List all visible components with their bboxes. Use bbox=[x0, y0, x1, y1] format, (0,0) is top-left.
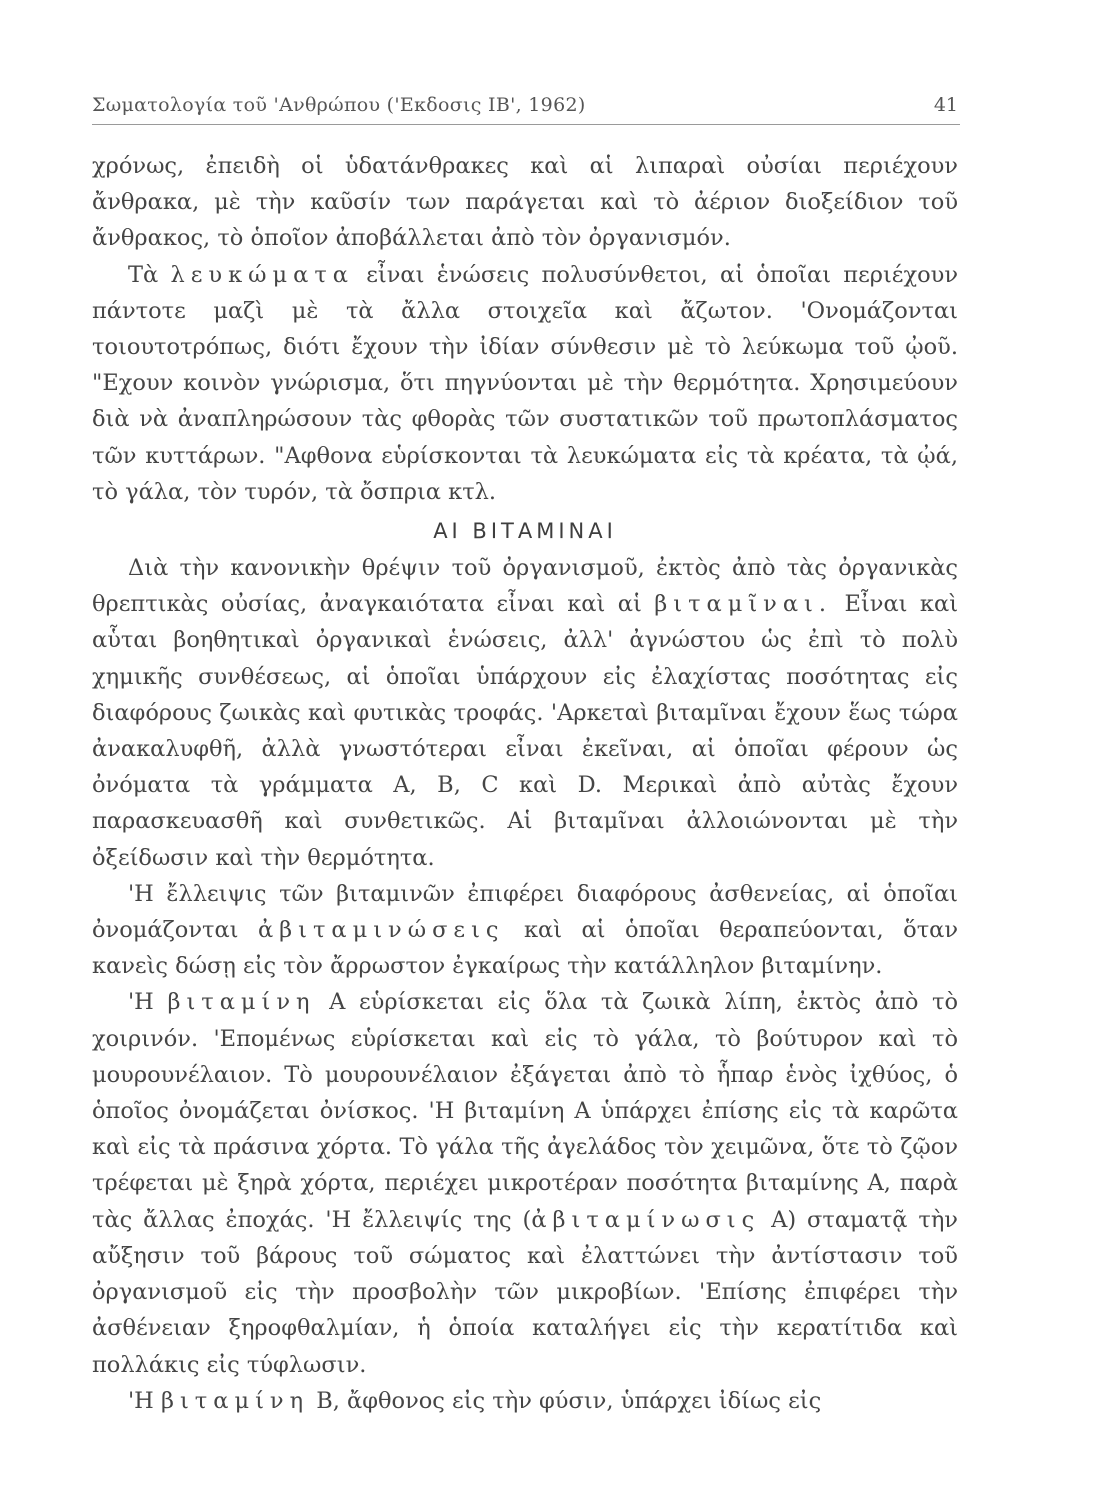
p4-rest: καὶ αἱ ὁποῖαι θεραπεύονται, ὅταν κανεὶς δώσῃ εἰς τὸν ἄρρωστον ἐγκαίρως τὴν κατάλληλον βιταμίνην. bbox=[92, 917, 959, 980]
paragraph-4 bbox=[92, 876, 958, 985]
header-title: Σωματολογία τοῦ 'Ανθρώπου ('Εκδοσις ΙΒ', 1962) bbox=[92, 94, 586, 116]
page-number: 41 bbox=[933, 94, 958, 116]
term-leukomata: λευκώματα bbox=[170, 261, 354, 288]
paragraph-5 bbox=[92, 984, 958, 1382]
p2-rest: εἶναι ἑνώσεις πολυσύνθετοι, αἱ ὁποῖαι περιέχουν πάντοτε μαζὶ μὲ τὰ ἄλλα στοιχεῖα καὶ ἄζωτον. 'Ονομάζονται τοιουτοτρόπως, διότι ἔχουν τὴν ἰδίαν σύνθεσιν μὲ τὸ λεύκωμα τοῦ ᾠοῦ. "Εχουν κοινὸν γνώρισμα, ὅτι πηγνύονται μὲ τὴν θερμότητα. Χρησιμεύουν διὰ νὰ ἀναπληρώσουν τὰς φθορὰς τῶν συστατικῶν τοῦ πρωτοπλάσματος τῶν κυττάρων. "Αφθονα εὑρίσκονται τὰ λευκώματα εἰς τὰ κρέατα, τὰ ᾠά, τὸ γάλα, τὸν τυρόν, τὰ ὄσπρια κτλ. bbox=[92, 261, 958, 505]
term-vitaminai: βιταμῖναι. bbox=[654, 591, 833, 618]
term-vitamini-b: βιταμίνη bbox=[160, 1387, 310, 1414]
p2-lead: Τὰ bbox=[128, 261, 159, 288]
paragraph-6 bbox=[92, 1383, 958, 1419]
running-header bbox=[92, 84, 960, 125]
p3-lead: Διὰ τὴν κανονικὴν θρέψιν τοῦ ὀργανισμοῦ, ἐκτὸς ἀπὸ τὰς ὀργανικὰς θρεπτικὰς οὐσίας, ἀναγκαιότατα εἶναι καὶ αἱ bbox=[92, 555, 958, 618]
body-text bbox=[92, 148, 958, 1419]
p5-rest-b: Α) σταματᾷ τὴν αὔξησιν τοῦ βάρους τοῦ σώματος καὶ ἐλαττώνει τὴν ἀντίστασιν τοῦ ὀργανισμοῦ εἰς τὴν προσβολὴν τῶν μικροβίων. 'Επίσης ἐπιφέρει τὴν ἀσθένειαν ξηροφθαλμίαν, ἡ ὁποία καταλήγει εἰς τὴν κερατίτιδα καὶ πολλάκις εἰς τύφλωσιν. bbox=[92, 1206, 958, 1378]
term-avitaminosis: ἀβιταμίνωσις bbox=[531, 1206, 761, 1233]
p6-rest: Β, ἄφθονος εἰς τὴν φύσιν, ὑπάρχει ἰδίως εἰς bbox=[316, 1387, 822, 1414]
paragraph-1: χρόνως, ἐπειδὴ οἱ ὑδατάνθρακες καὶ αἱ λιπαραὶ οὐσίαι περιέχουν ἄνθρακα, μὲ τὴν καῦσίν των παράγεται καὶ τὸ ἀέριον διοξείδιον τοῦ ἄνθρακος, τὸ ὁποῖον ἀποβάλλεται ἀπὸ τὸν ὀργανισμόν. bbox=[92, 153, 958, 252]
term-avitaminoseis: ἀβιταμινώσεις bbox=[257, 917, 505, 944]
paragraph-3 bbox=[92, 550, 958, 876]
p4-lead: 'Η ἔλλειψις τῶν βιταμινῶν ἐπιφέρει διαφόρους ἀσθενείας, αἱ ὁποῖαι ὀνομάζονται bbox=[92, 880, 958, 944]
paragraph-2 bbox=[92, 257, 958, 510]
p5-lead: 'Η bbox=[128, 989, 154, 1016]
p5-rest-a: Α εὑρίσκεται εἰς ὅλα τὰ ζωικὰ λίπη, ἐκτὸς ἀπὸ τὸ χοιρινόν. 'Επομένως εὑρίσκεται καὶ εἰς τὸ γάλα, τὸ βούτυρον καὶ τὸ μουρουνέλαιον. Τὸ μουρουνέλαιον ἐξάγεται ἀπὸ τὸ ἧπαρ ἑνὸς ἰχθύος, ὁ ὁποῖος ὀνομάζεται ὀνίσκος. 'Η βιταμίνη Α ὑπάρχει ἐπίσης εἰς τὰ καρῶτα καὶ εἰς τὰ πράσινα χόρτα. Τὸ γάλα τῆς ἀγελάδος τὸν χειμῶνα, ὅτε τὸ ζῷον τρέφεται μὲ ξηρὰ χόρτα, περιέχει μικροτέραν ποσότητα βιταμίνης Α, παρὰ τὰς ἄλλας ἐποχάς. 'Η ἔλλειψίς της ( bbox=[92, 989, 958, 1233]
p3-rest: Εἶναι καὶ αὗται βοηθητικαὶ ὀργανικαὶ ἑνώσεις, ἀλλ' ἀγνώστου ὡς ἐπὶ τὸ πολὺ χημικῆς συνθέσεως, αἱ ὁποῖαι ὑπάρχουν εἰς ἐλαχίστας ποσότητας εἰς διαφόρους ζωικὰς καὶ φυτικὰς τροφάς. 'Αρκεταὶ βιταμῖναι ἔχουν ἕως τώρα ἀνακαλυφθῆ, ἀλλὰ γνωστότεραι εἶναι ἐκεῖναι, αἱ ὁποῖαι φέρουν ὡς ὀνόματα τὰ γράμματα Α, Β, C καὶ D. Μερικαὶ ἀπὸ αὐτὰς ἔχουν παρασκευασθῆ καὶ συνθετικῶς. Αἱ βιταμῖναι ἀλλοιώνονται μὲ τὴν ὀξείδωσιν καὶ τὴν θερμότητα. bbox=[92, 591, 959, 871]
p6-lead: 'Η bbox=[128, 1387, 154, 1414]
term-vitamini-a: βιταμίνη bbox=[167, 989, 316, 1016]
section-heading: ΑΙ ΒΙΤΑΜΙΝΑΙ bbox=[433, 519, 617, 544]
